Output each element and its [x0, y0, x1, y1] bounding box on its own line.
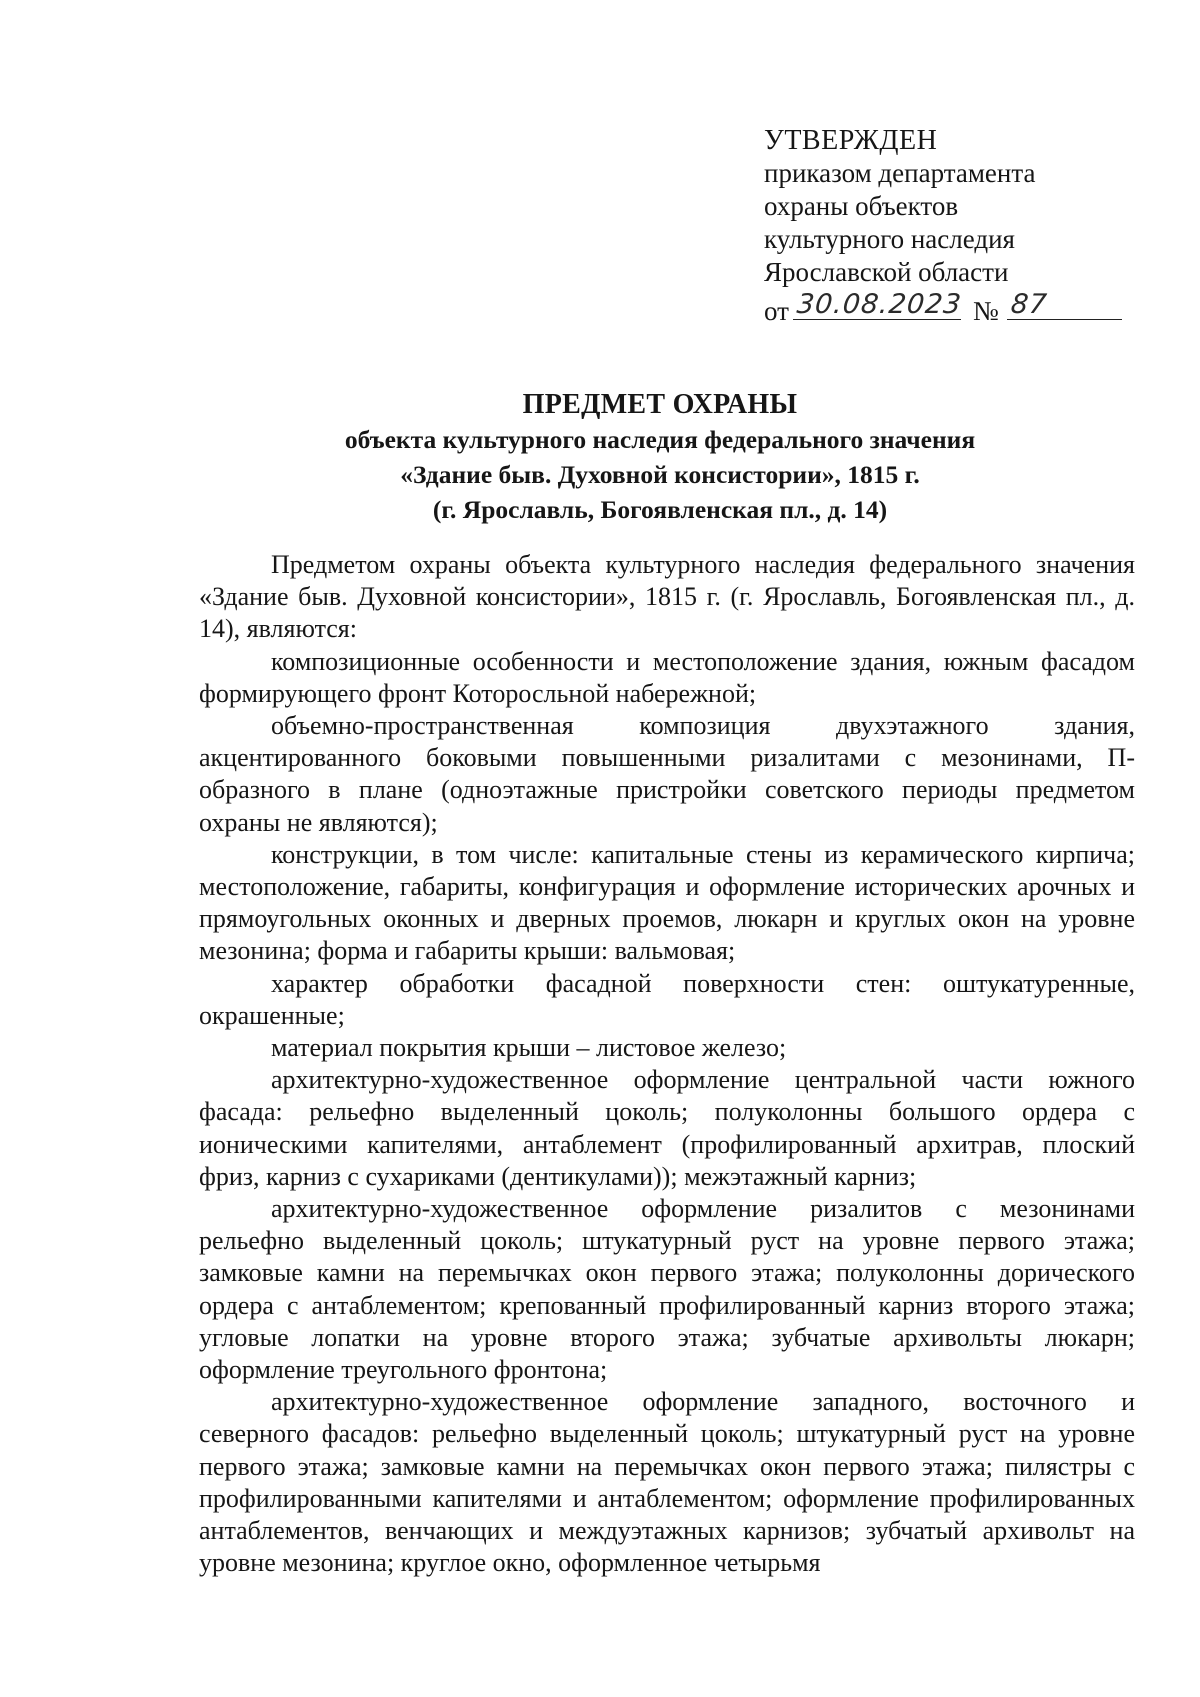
- document-subtitle-line: «Здание быв. Духовной консистории», 1815 г.: [400, 460, 920, 489]
- approval-line: приказом департамента: [764, 158, 1036, 188]
- body-paragraph: архитектурно-художественное оформление западного, восточного и северного фасадов: рельефно выделенный цоколь; штукатурный руст на уровне первого этажа; замковые камни на перемычках окон первого этажа; пилястры с профилированными капителями и антаблементом; оформление профилированных антаблементов, венчающих и междуэтажных карнизов; зубчатый архивольт на уровне мезонина; круглое окно, оформленное четырьмя: [199, 1387, 1135, 1578]
- document-subtitle-line: объекта культурного наследия федерального значения: [344, 425, 976, 454]
- document-title: ПРЕДМЕТ ОХРАНЫ: [522, 389, 798, 420]
- date-prefix: от: [764, 296, 789, 326]
- date-fill-line: [793, 289, 964, 320]
- document-body: [199, 549, 1135, 1580]
- body-paragraph: архитектурно-художественное оформление ризалитов с мезонинами рельефно выделенный цоколь; штукатурный руст на уровне первого этажа; замковые камни на перемычках окон первого этажа; полуколонны дорического ордера с антаблементом; крепованный профилированный карниз второго этажа; угловые лопатки на уровне второго этажа; зубчатые архивольты люкарн; оформление треугольного фронтона;: [199, 1194, 1135, 1385]
- body-paragraph: архитектурно-художественное оформление центральной части южного фасада: рельефно выделенный цоколь; полуколонны большого ордера с ионическими капителями, антаблемент (профилированный архитрав, плоский фриз, карниз с сухариками (дентикулами)); межэтажный карниз;: [199, 1065, 1135, 1191]
- approval-line: Ярославской области: [764, 257, 1009, 287]
- body-paragraph: материал покрытия крыши – листовое железо;: [271, 1033, 787, 1063]
- body-paragraph: композиционные особенности и местоположение здания, южным фасадом формирующего фронт Которосльной набережной;: [199, 646, 1135, 708]
- body-paragraph: характер обработки фасадной поверхности стен: оштукатуренные, окрашенные;: [199, 968, 1135, 1030]
- approval-line: охраны объектов: [764, 191, 959, 221]
- body-paragraph: конструкции, в том числе: капитальные стены из керамического кирпича; местоположение, габариты, конфигурация и оформление исторических арочных и прямоугольных оконных и дверных проемов, люкарн и круглых окон на уровне мезонина; форма и габариты крыши: вальмовая;: [199, 839, 1135, 966]
- approval-heading: УТВЕРЖДЕН: [764, 125, 938, 156]
- number-sign: №: [972, 296, 999, 326]
- approval-stamp: [764, 124, 1144, 328]
- handwritten-number: 87: [1009, 289, 1049, 320]
- approval-date-line: [764, 289, 1144, 328]
- body-paragraph: Предметом охраны объекта культурного наследия федерального значения «Здание быв. Духовной консистории», 1815 г. (г. Ярославль, Богоявленская пл., д. 14), являются:: [199, 550, 1135, 644]
- approval-line: культурного наследия: [764, 224, 1015, 254]
- document-subtitle-line: (г. Ярославль, Богоявленская пл., д. 14): [432, 495, 888, 524]
- document-title-block: [180, 388, 1140, 527]
- number-fill-line: [1007, 289, 1122, 320]
- body-paragraph: объемно-пространственная композиция двухэтажного здания, акцентированного боковыми повышенными ризалитами с мезонинами, П- образного в плане (одноэтажные пристройки советского периоды предметом охраны не являются);: [199, 711, 1135, 837]
- handwritten-date: 30.08.2023: [795, 289, 964, 320]
